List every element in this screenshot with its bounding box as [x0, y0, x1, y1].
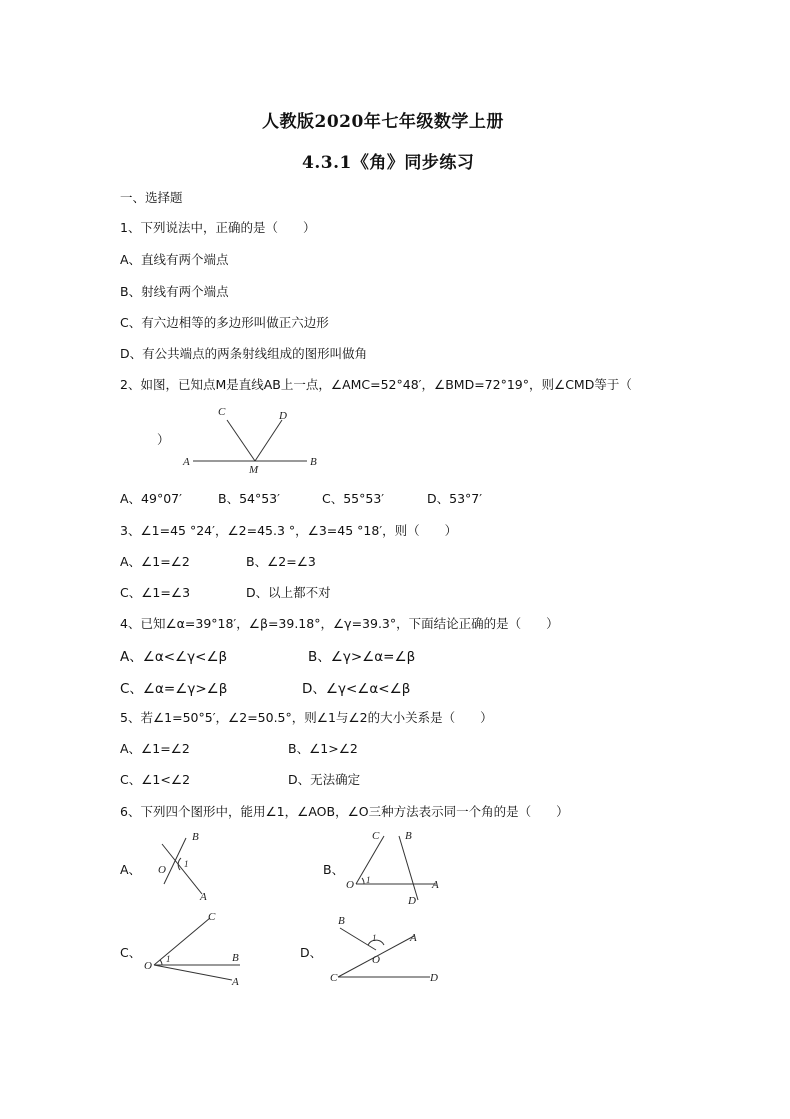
question-4-option-a: A、∠α<∠γ<∠β: [120, 649, 228, 665]
fig-a-label-a: A: [200, 891, 207, 903]
question-1-option-b: B、射线有两个端点: [120, 284, 229, 299]
question-2-option-a: A、49°07′: [120, 491, 182, 506]
question-4-option-d: D、∠γ<∠α<∠β: [302, 681, 411, 697]
fig-d-label-o: O: [372, 954, 380, 966]
fig-a-label-o: O: [158, 864, 166, 876]
question-6-option-d: D、: [300, 945, 323, 960]
fig-b-label-o: O: [346, 879, 354, 891]
question-4-option-c: C、∠α=∠γ>∠β: [120, 681, 228, 697]
question-2-option-b: B、54°53′: [218, 491, 280, 506]
question-4-stem: 4、已知∠α=39°18′，∠β=39.18°，∠γ=39.3°，下面结论正确的是（ ）: [120, 616, 559, 631]
fig-b-label-1: 1: [366, 875, 371, 885]
document-subtitle: 4.3.1《角》同步练习: [302, 153, 475, 173]
fig-b-label-c: C: [372, 830, 380, 842]
label-m: M: [249, 464, 259, 475]
fig-b-label-b: B: [405, 830, 412, 842]
fig-c-label-b: B: [232, 952, 239, 964]
fig-d-label-b: B: [338, 915, 345, 927]
document-title: 人教版2020年七年级数学上册: [262, 112, 504, 132]
question-4-option-b: B、∠γ>∠α=∠β: [308, 649, 416, 665]
question-6-figure-a: [150, 826, 220, 904]
fig-d-label-1: 1: [372, 933, 377, 943]
label-d: D: [279, 410, 287, 422]
section-heading: 一、选择题: [120, 190, 183, 205]
label-c: C: [218, 406, 226, 418]
fig-d-label-a: A: [410, 932, 417, 944]
fig-b-label-d: D: [408, 895, 416, 906]
question-3-option-b: B、∠2=∠3: [246, 554, 316, 569]
fig-a-label-b: B: [192, 831, 199, 843]
question-1-option-d: D、有公共端点的两条射线组成的图形叫做角: [120, 346, 368, 361]
question-6-figure-d: [330, 910, 450, 992]
question-2-figure: [175, 400, 325, 475]
fig-c-label-c: C: [208, 911, 216, 923]
question-6-figure-c: [140, 908, 255, 988]
question-5-option-b: B、∠1>∠2: [288, 741, 358, 756]
question-3-option-c: C、∠1=∠3: [120, 585, 191, 600]
question-2-option-c: C、55°53′: [322, 491, 385, 506]
fig-c-label-o: O: [144, 960, 152, 972]
question-5-option-d: D、无法确定: [288, 772, 361, 787]
fig-c-label-a: A: [232, 976, 239, 988]
question-3-stem: 3、∠1=45 °24′，∠2=45.3 °，∠3=45 °18′，则（ ）: [120, 523, 458, 538]
question-6-option-c: C、: [120, 945, 142, 960]
question-1-option-a: A、直线有两个端点: [120, 252, 229, 267]
question-2-option-d: D、53°7′: [427, 491, 483, 506]
question-6-option-a: A、: [120, 862, 142, 877]
question-6-figure-b: [342, 826, 452, 906]
question-5-option-a: A、∠1=∠2: [120, 741, 190, 756]
fig-a-label-1: 1: [184, 859, 189, 869]
question-6-stem: 6、下列四个图形中，能用∠1，∠AOB，∠O三种方法表示同一个角的是（ ）: [120, 804, 569, 819]
question-2-stem-close: ）: [157, 432, 170, 447]
question-6-option-b: B、: [323, 862, 345, 877]
question-5-stem: 5、若∠1=50°5′，∠2=50.5°，则∠1与∠2的大小关系是（ ）: [120, 710, 493, 725]
fig-d-label-d: D: [430, 972, 438, 984]
question-1-stem: 1、下列说法中，正确的是（ ）: [120, 220, 316, 235]
question-3-option-a: A、∠1=∠2: [120, 554, 190, 569]
question-1-option-c: C、有六边相等的多边形叫做正六边形: [120, 315, 329, 330]
fig-b-label-a: A: [432, 879, 439, 891]
question-3-option-d: D、以上都不对: [246, 585, 331, 600]
ray-mc: [227, 420, 255, 461]
fig-d-label-c: C: [330, 972, 338, 984]
question-2-stem: 2、如图，已知点M是直线AB上一点，∠AMC=52°48′，∠BMD=72°19°，则∠CMD等于（: [120, 377, 632, 392]
question-5-option-c: C、∠1<∠2: [120, 772, 191, 787]
label-b: B: [310, 456, 317, 468]
fig-c-label-1: 1: [166, 954, 171, 964]
ray-md: [255, 420, 282, 461]
label-a: A: [183, 456, 190, 468]
